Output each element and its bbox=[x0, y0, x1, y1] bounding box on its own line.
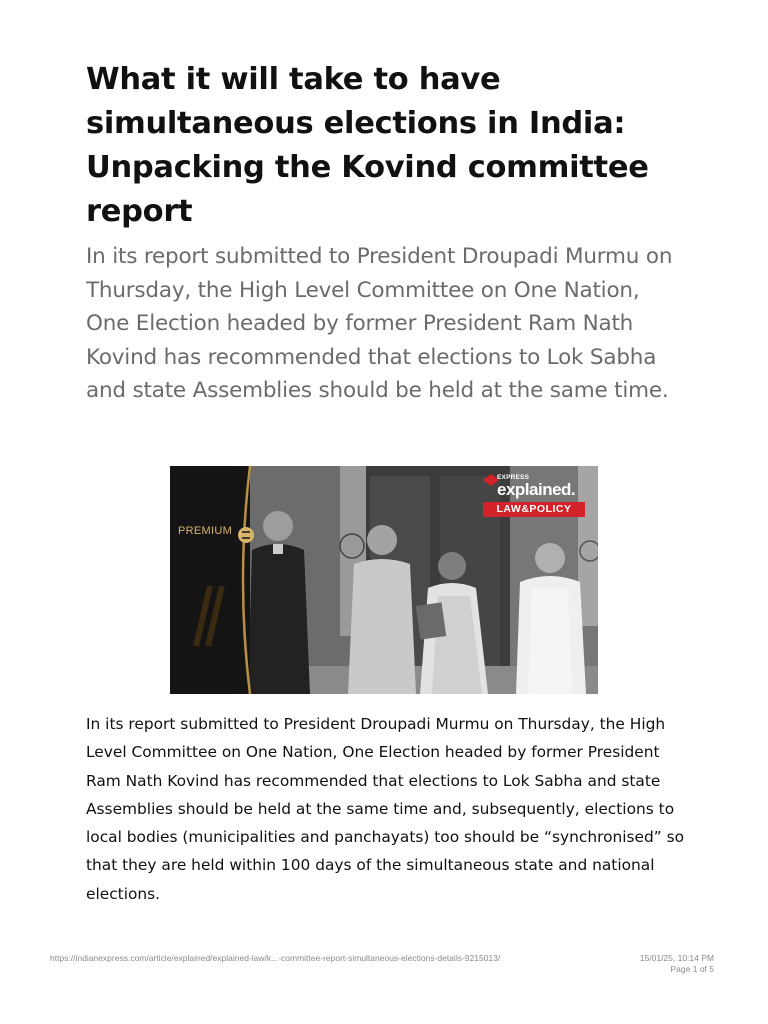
premium-label: PREMIUM bbox=[178, 525, 233, 537]
article-body: In its report submitted to President Droupadi Murmu on Thursday, the High Level Committee on One Nation, One Election headed by former President Ram Nath Kovind has recommended that elections to Lok Sabha and state Assemblies should be held at the same time and, subsequently, elections to local bodies (municipalities and panchayats) too should be “synchronised” so that they are held within 100 days of the simultaneous state and national elections. bbox=[86, 715, 685, 903]
brand-express: EXPRESS bbox=[497, 474, 530, 481]
footer-page-number: Page 1 of 5 bbox=[670, 964, 714, 974]
premium-panel bbox=[170, 466, 250, 694]
article-dek: In its report submitted to President Droupadi Murmu on Thursday, the High Level Committee on One Nation, One Election headed by former President Ram Nath Kovind has recommended that elections to Lok Sabha and state Assemblies should be held at the same time. bbox=[86, 244, 673, 404]
article-header bbox=[86, 58, 686, 408]
footer-datetime: 15/01/25, 10:14 PM bbox=[639, 953, 714, 963]
footer-meta bbox=[640, 953, 714, 975]
brand-section-ribbon: LAW&POLICY bbox=[483, 502, 585, 517]
article-headline: What it will take to have simultaneous elections in India: Unpacking the Kovind committee report bbox=[86, 62, 649, 229]
premium-badge-icon bbox=[238, 527, 254, 543]
footer-url: https://indianexpress.com/article/explained/explained-law/k...-committee-report-simultaneous-elections-details-9215013/ bbox=[50, 953, 501, 963]
hero-photo bbox=[170, 466, 598, 694]
hero-image bbox=[170, 466, 598, 694]
report-folder bbox=[416, 602, 446, 639]
brand-explained: explained. bbox=[497, 480, 576, 499]
